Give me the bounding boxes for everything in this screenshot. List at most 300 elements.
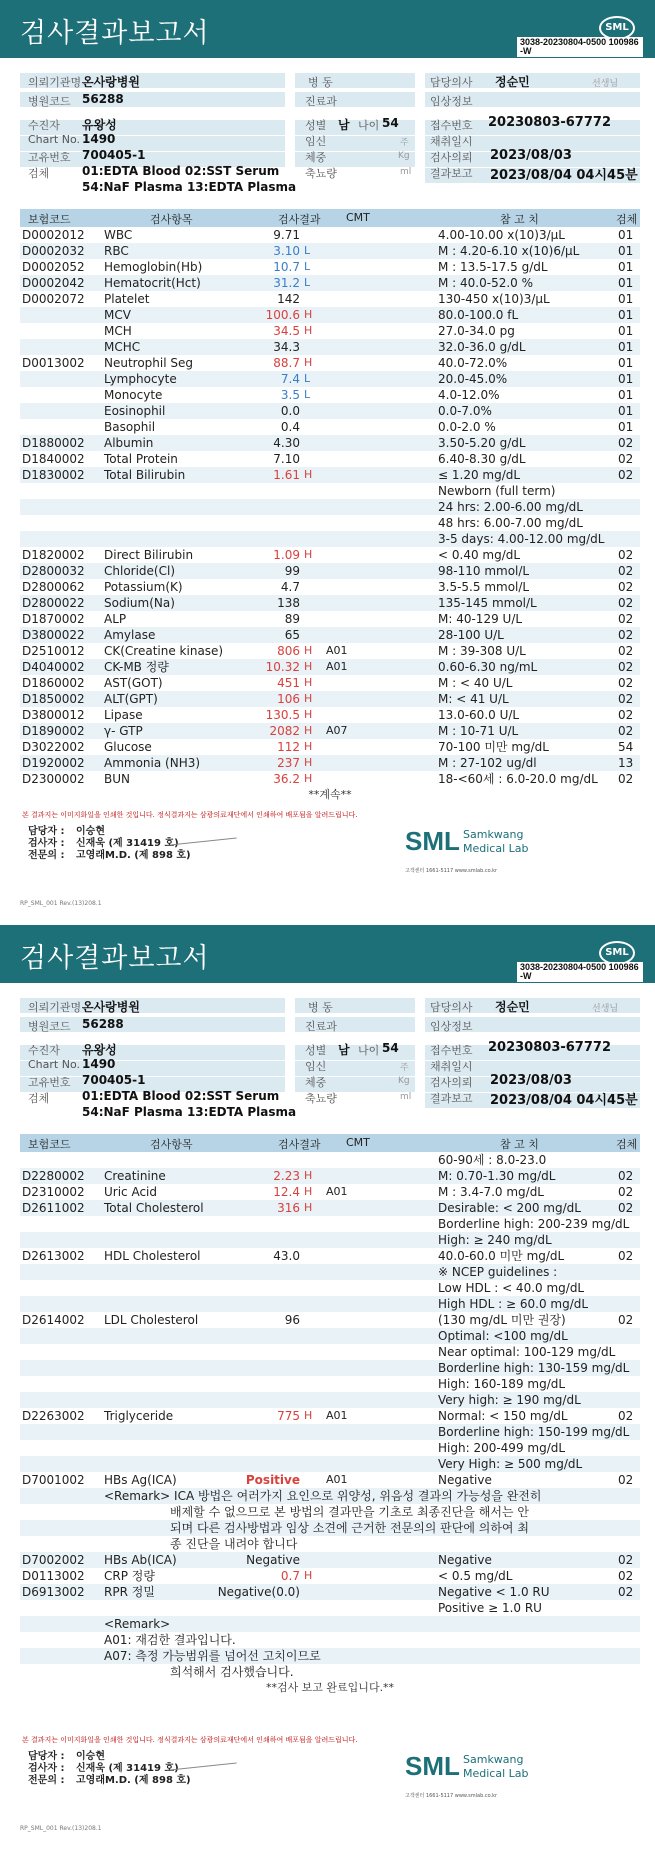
reference-range: 80.0-100.0 fL [438, 308, 519, 322]
col-result: 검사결과 [278, 1138, 321, 1151]
cmt-code: A01 [326, 1185, 348, 1198]
revision-code: RP_SML_001 Rev.(13)208.1 [20, 900, 102, 907]
specimen-code: 01 [618, 260, 634, 274]
test-result: 3.10 [273, 244, 300, 258]
specimen-label: 검체 [28, 1092, 50, 1105]
sign-person: 이승현 [76, 826, 105, 837]
table-row [20, 1200, 640, 1216]
doctor-label: 담당의사 [430, 1001, 473, 1014]
test-name: MCH [104, 324, 132, 338]
test-name: Hematocrit(Hct) [104, 276, 201, 290]
table-row [20, 611, 640, 627]
specimen-line2: 54:NaF Plasma 13:EDTA Plasma [82, 1105, 297, 1119]
reference-range: < 0.40 mg/dL [438, 548, 521, 562]
id-label: 고유번호 [28, 1076, 71, 1089]
insurance-code: D2510012 [22, 644, 85, 658]
result-flag: H [304, 708, 313, 721]
test-name: Lipase [104, 708, 143, 722]
insurance-code: D0002012 [22, 228, 85, 242]
table-header [20, 1134, 640, 1152]
hospital-code-label: 병원코드 [28, 95, 71, 108]
insurance-code: D0002042 [22, 276, 85, 290]
test-name: Potassium(K) [104, 580, 183, 594]
sex-value: 남 [338, 118, 350, 132]
reference-range: Near optimal: 100-129 mg/dL [438, 1345, 616, 1359]
table-row [20, 1296, 640, 1312]
result-flag: H [304, 644, 313, 657]
reference-range: Borderline high: 130-159 mg/dL [438, 1361, 630, 1375]
reference-range: High: ≥ 240 mg/dL [438, 1233, 552, 1247]
test-result: 0.0 [280, 404, 300, 418]
specimen-code: 01 [618, 292, 634, 306]
reference-range: High HDL : ≥ 60.0 mg/dL [438, 1297, 589, 1311]
reference-range: Negative [438, 1553, 492, 1567]
test-result: 1.61 [273, 468, 300, 482]
specimen-code: 54 [618, 740, 634, 754]
reference-range: 60-90세 : 8.0-23.0 [438, 1153, 547, 1167]
clinical-label: 임상정보 [430, 95, 473, 108]
test-name: γ- GTP [104, 724, 143, 738]
reference-range: M: 40-129 U/L [438, 612, 523, 626]
table-row [20, 1600, 640, 1616]
reference-range: 32.0-36.0 g/dL [438, 340, 526, 354]
sign-label: 담당자 : [28, 826, 65, 837]
test-result: 0.4 [280, 420, 300, 434]
insurance-code: D3800012 [22, 708, 85, 722]
result-flag: H [304, 724, 313, 737]
hospital-name: 온사랑병원 [82, 75, 140, 89]
sign-tester: 신재욱 (제 31419 호) [76, 1763, 179, 1774]
notice-text: 본 결과지는 이미지화일을 인쇄한 것입니다. 정식결과지는 삼광의료재단에서 인쇄하여 배포됨을 알려드립니다. [22, 1736, 358, 1744]
reference-range: 20.0-45.0% [438, 372, 508, 386]
table-row [20, 1280, 640, 1296]
table-row [20, 1616, 640, 1632]
remark-text: 종 진단을 내려야 합니다 [170, 1537, 298, 1551]
age-value: 54 [382, 116, 399, 130]
test-name: ALP [104, 612, 127, 626]
specimen-line1: 01:EDTA Blood 02:SST Serum [82, 164, 280, 178]
result-flag: H [304, 1409, 313, 1422]
table-row [20, 1328, 640, 1344]
reference-range: Borderline high: 200-239 mg/dL [438, 1217, 630, 1231]
page-end-note: **검사 보고 완료입니다.** [265, 1681, 395, 1694]
test-name: Ammonia (NH3) [104, 756, 201, 770]
clinical-label: 임상정보 [430, 1020, 473, 1033]
reference-range: 28-100 U/L [438, 628, 504, 642]
table-row [20, 1360, 640, 1376]
page-title: 검사결과보고서 [20, 943, 210, 974]
remark-text: <Remark> ICA 방법은 여러가지 요인으로 위양성, 위음성 결과의 가능성을 완전히 [104, 1489, 542, 1503]
test-result: 237 [277, 756, 300, 770]
table-row [20, 307, 640, 323]
test-name: Total Bilirubin [104, 468, 186, 482]
table-row [20, 499, 640, 515]
reference-range: M: < 41 U/L [438, 692, 509, 706]
header-bar [0, 0, 655, 58]
test-result: 65 [284, 628, 300, 642]
test-result: 34.5 [273, 324, 300, 338]
reference-range: 0.0-7.0% [438, 404, 492, 418]
table-header [20, 209, 640, 227]
specimen-code: 02 [618, 1201, 634, 1215]
result-flag: H [304, 1185, 313, 1198]
reference-range: 0.60-6.30 ng/mL [438, 660, 538, 674]
specimen-code: 01 [618, 388, 634, 402]
ward-label: 병 동 [308, 76, 333, 89]
reference-range: High: 200-499 mg/dL [438, 1441, 566, 1455]
test-name: Eosinophil [104, 404, 166, 418]
insurance-code: D0002032 [22, 244, 85, 258]
table-row [20, 403, 640, 419]
table-row [20, 1264, 640, 1280]
insurance-code: D2614002 [22, 1313, 85, 1327]
age-label: 나이 [358, 119, 380, 132]
test-result: 1.09 [273, 548, 300, 562]
preg-unit: 주 [400, 1063, 409, 1073]
col-code: 보험코드 [28, 1138, 71, 1151]
reference-range: 98-110 mmol/L [438, 564, 530, 578]
reference-range: (130 mg/dL 미만 권장) [438, 1313, 566, 1327]
test-result: 775 [277, 1409, 300, 1423]
specimen-code: 02 [618, 628, 634, 642]
table-row [20, 419, 640, 435]
test-result: 10.7 [273, 260, 300, 274]
insurance-code: D3800022 [22, 628, 85, 642]
table-row [20, 1568, 640, 1584]
table-row [20, 723, 640, 739]
specimen-code: 13 [618, 756, 634, 770]
sml-logo: SML [599, 941, 635, 965]
sex-label: 성별 [305, 119, 327, 132]
table-row [20, 691, 640, 707]
preg-label: 임신 [305, 135, 327, 148]
urine-unit: ml [400, 167, 412, 177]
collect-label: 채취일시 [430, 135, 473, 148]
table-row [20, 1664, 640, 1680]
test-result: 36.2 [273, 772, 300, 786]
table-row [20, 1440, 640, 1456]
result-flag: H [304, 1169, 313, 1182]
specimen-code: 01 [618, 420, 634, 434]
lab-name-2: Medical Lab [463, 1767, 529, 1780]
hospital-code: 56288 [82, 1017, 124, 1031]
result-flag: L [304, 372, 311, 385]
weight-unit: Kg [398, 1076, 410, 1086]
test-name: BUN [104, 772, 130, 786]
reference-range: 135-145 mmol/L [438, 596, 537, 610]
doctor-name: 정순민 [495, 1000, 530, 1014]
test-name: HDL Cholesterol [104, 1249, 201, 1263]
table-row [20, 1584, 640, 1600]
patient-info-block [20, 65, 640, 194]
test-name: CK(Creatine kinase) [104, 644, 224, 658]
result-flag: H [304, 756, 313, 769]
table-row [20, 435, 640, 451]
test-result: 7.4 [280, 372, 300, 386]
samkwang-logo [405, 1751, 565, 1799]
cmt-code: A07 [326, 724, 348, 737]
test-result: 130.5 [265, 708, 300, 722]
specimen-code: 02 [618, 1473, 634, 1487]
specimen-code: 02 [618, 1169, 634, 1183]
specimen-code: 02 [618, 596, 634, 610]
reference-range: M: 0.70-1.30 mg/dL [438, 1169, 556, 1183]
cmt-code: A01 [326, 1409, 348, 1422]
table-row [20, 1424, 640, 1440]
patient-label: 수진자 [28, 119, 60, 132]
remark-text: A01: 재검한 결과입니다. [104, 1633, 236, 1647]
test-name: Platelet [104, 292, 150, 306]
specimen-code: 02 [618, 660, 634, 674]
table-row [20, 595, 640, 611]
test-name: RPR 정밀 [104, 1585, 155, 1599]
test-name: Lymphocyte [104, 372, 177, 386]
reference-range: M : 13.5-17.5 g/dL [438, 260, 548, 274]
reference-range: 0.0-2.0 % [438, 420, 496, 434]
reference-range: 4.0-12.0% [438, 388, 500, 402]
urine-unit: ml [400, 1092, 412, 1102]
lab-name-1: Samkwang [463, 1753, 524, 1766]
sex-label: 성별 [305, 1044, 327, 1057]
reference-range: 3.5-5.5 mmol/L [438, 580, 530, 594]
result-rows [20, 227, 640, 803]
receipt-label: 접수번호 [430, 1044, 473, 1057]
patient-name: 유왕성 [82, 1043, 117, 1057]
samkwang-logo [405, 826, 565, 874]
insurance-code: D1850002 [22, 692, 85, 706]
test-name: MCHC [104, 340, 141, 354]
remark-text: 희석해서 검사했습니다. [170, 1665, 294, 1679]
result-flag: H [304, 324, 313, 337]
table-row [20, 675, 640, 691]
specimen-code: 02 [618, 612, 634, 626]
signature [169, 1748, 236, 1771]
reference-range: Borderline high: 150-199 mg/dL [438, 1425, 630, 1439]
result-flag: H [304, 660, 313, 673]
report-label: 결과보고 [430, 167, 473, 180]
result-flag: L [304, 260, 311, 273]
test-result: 0.7 [280, 1569, 300, 1583]
insurance-code: D1920002 [22, 756, 85, 770]
specimen-code: 01 [618, 308, 634, 322]
preg-unit: 주 [400, 138, 409, 148]
specimen-code: 01 [618, 276, 634, 290]
sign-label: 검사자 : [28, 1763, 65, 1774]
col-result: 검사결과 [278, 213, 321, 226]
test-name: Chloride(Cl) [104, 564, 176, 578]
table-row [20, 243, 640, 259]
insurance-code: D2613002 [22, 1249, 85, 1263]
reference-range: Negative [438, 1473, 492, 1487]
test-name: HBs Ab(ICA) [104, 1553, 177, 1567]
doctor-suffix: 선생님 [592, 1004, 619, 1014]
test-name: HBs Ag(ICA) [104, 1473, 177, 1487]
insurance-code: D1820002 [22, 548, 85, 562]
receipt-number: 20230803-67772 [488, 115, 611, 130]
insurance-code: D1870002 [22, 612, 85, 626]
reference-range: Optimal: <100 mg/dL [438, 1329, 568, 1343]
specimen-label: 검체 [28, 167, 50, 180]
insurance-code: D2263002 [22, 1409, 85, 1423]
table-row [20, 483, 640, 499]
table-row [20, 259, 640, 275]
specimen-code: 02 [618, 724, 634, 738]
specimen-code: 01 [618, 372, 634, 386]
insurance-code: D2800032 [22, 564, 85, 578]
table-row [20, 1168, 640, 1184]
chart-label: Chart No. [28, 133, 80, 146]
specimen-code: 01 [618, 340, 634, 354]
col-cmt: CMT [346, 211, 370, 224]
request-date: 2023/08/03 [490, 1073, 572, 1088]
reference-range: Desirable: < 200 mg/dL [438, 1201, 581, 1215]
reference-range: High: 160-189 mg/dL [438, 1377, 566, 1391]
specimen-code: 02 [618, 772, 634, 786]
sml-logo: SML [599, 16, 635, 40]
test-result: 451 [277, 676, 300, 690]
request-label: 검사의뢰 [430, 151, 473, 164]
test-result: 316 [277, 1201, 300, 1215]
age-label: 나이 [358, 1044, 380, 1057]
result-flag: H [304, 676, 313, 689]
insurance-code: D1880002 [22, 436, 85, 450]
table-row [20, 291, 640, 307]
reference-range: 40.0-60.0 미만 mg/dL [438, 1249, 565, 1263]
test-result: 2082 [269, 724, 300, 738]
result-flag: H [304, 692, 313, 705]
lab-name-1: Samkwang [463, 828, 524, 841]
reference-range: M : 40.0-52.0 % [438, 276, 534, 290]
test-result: 34.3 [273, 340, 300, 354]
header-bar [0, 925, 655, 983]
report-date: 2023/08/04 04시45분 [490, 168, 638, 183]
table-row [20, 755, 640, 771]
hospital-code: 56288 [82, 92, 124, 106]
test-result: 142 [277, 292, 300, 306]
specimen-code: 02 [618, 580, 634, 594]
table-row [20, 1456, 640, 1472]
reference-range: < 0.5 mg/dL [438, 1569, 513, 1583]
table-row [20, 1216, 640, 1232]
test-name: Direct Bilirubin [104, 548, 194, 562]
specimen-code: 02 [618, 708, 634, 722]
specimen-code: 02 [618, 452, 634, 466]
specimen-code: 02 [618, 1409, 634, 1423]
hospital-name: 온사랑병원 [82, 1000, 140, 1014]
report-footer [20, 1731, 640, 1821]
id-number: 700405-1 [82, 148, 146, 162]
sml-mark: SML [405, 1751, 460, 1781]
doctor-name: 정순민 [495, 75, 530, 89]
table-row [20, 275, 640, 291]
test-name: RBC [104, 244, 129, 258]
table-row [20, 1392, 640, 1408]
insurance-code: D0002052 [22, 260, 85, 274]
reference-range: 27.0-34.0 pg [438, 324, 515, 338]
test-result: 12.4 [273, 1185, 300, 1199]
patient-name: 유왕성 [82, 118, 117, 132]
table-row [20, 1408, 640, 1424]
test-name: MCV [104, 308, 131, 322]
reference-range: Normal: < 150 mg/dL [438, 1409, 568, 1423]
patient-label: 수진자 [28, 1044, 60, 1057]
specimen-code: 02 [618, 692, 634, 706]
test-name: AST(GOT) [104, 676, 163, 690]
table-row [20, 1488, 640, 1504]
insurance-code: D1830002 [22, 468, 85, 482]
insurance-code: D2800022 [22, 596, 85, 610]
sex-value: 남 [338, 1043, 350, 1057]
lab-contact: 고객센터 1661-5117 www.smlab.co.kr [405, 868, 498, 874]
table-row [20, 515, 640, 531]
doctor-label: 담당의사 [430, 76, 473, 89]
insurance-code: D4040002 [22, 660, 85, 674]
reference-range: 70-100 미만 mg/dL [438, 740, 549, 754]
lab-contact: 고객센터 1661-5117 www.smlab.co.kr [405, 1793, 498, 1799]
result-flag: L [304, 388, 311, 401]
specimen-code: 01 [618, 356, 634, 370]
table-row [20, 451, 640, 467]
result-flag: H [304, 548, 313, 561]
test-name: Hemoglobin(Hb) [104, 260, 203, 274]
test-result: 10.32 [265, 660, 300, 674]
test-name: Sodium(Na) [104, 596, 175, 610]
table-row [20, 1536, 640, 1552]
specimen-code: 01 [618, 324, 634, 338]
cmt-code: A01 [326, 1473, 348, 1486]
sml-mark: SML [405, 826, 460, 856]
insurance-code: D0113002 [22, 1569, 85, 1583]
test-result: 4.7 [280, 580, 300, 594]
urine-label: 축뇨량 [305, 1092, 337, 1105]
sign-tester: 신재욱 (제 31419 호) [76, 838, 179, 849]
test-name: Glucose [104, 740, 152, 754]
table-row [20, 643, 640, 659]
report-page [0, 925, 655, 1850]
reference-range: 3.50-5.20 g/dL [438, 436, 526, 450]
insurance-code: D2310002 [22, 1185, 85, 1199]
result-flag: H [304, 308, 313, 321]
chart-number: 1490 [82, 132, 116, 146]
test-name: Total Protein [104, 452, 178, 466]
test-result: 3.5 [280, 388, 300, 402]
result-rows [20, 1152, 640, 1696]
age-value: 54 [382, 1041, 399, 1055]
table-row [20, 547, 640, 563]
document-number: 3038-20230804-0500 100986-W [517, 962, 643, 982]
table-row [20, 339, 640, 355]
weight-unit: Kg [398, 151, 410, 161]
test-result: 43.0 [273, 1249, 300, 1263]
test-result: 112 [277, 740, 300, 754]
insurance-code: D1890002 [22, 724, 85, 738]
result-flag: H [304, 740, 313, 753]
remark-text: A07: 측정 가능범위를 넘어선 고치이므로 [104, 1649, 321, 1663]
document-number: 3038-20230804-0500 100986-W [517, 37, 643, 57]
table-row [20, 1520, 640, 1536]
reference-range: 40.0-72.0% [438, 356, 508, 370]
table-row [20, 771, 640, 787]
test-name: Total Cholesterol [104, 1201, 204, 1215]
test-result: 2.23 [273, 1169, 300, 1183]
reference-range: Very High: ≥ 500 mg/dL [438, 1457, 583, 1471]
weight-label: 체중 [305, 151, 327, 164]
reference-range: 48 hrs: 6.00-7.00 mg/dL [438, 516, 583, 530]
reference-range: M : 39-308 U/L [438, 644, 526, 658]
doctor-suffix: 선생님 [592, 79, 619, 89]
reference-range: 24 hrs: 2.00-6.00 mg/dL [438, 500, 583, 514]
specimen-code: 01 [618, 228, 634, 242]
